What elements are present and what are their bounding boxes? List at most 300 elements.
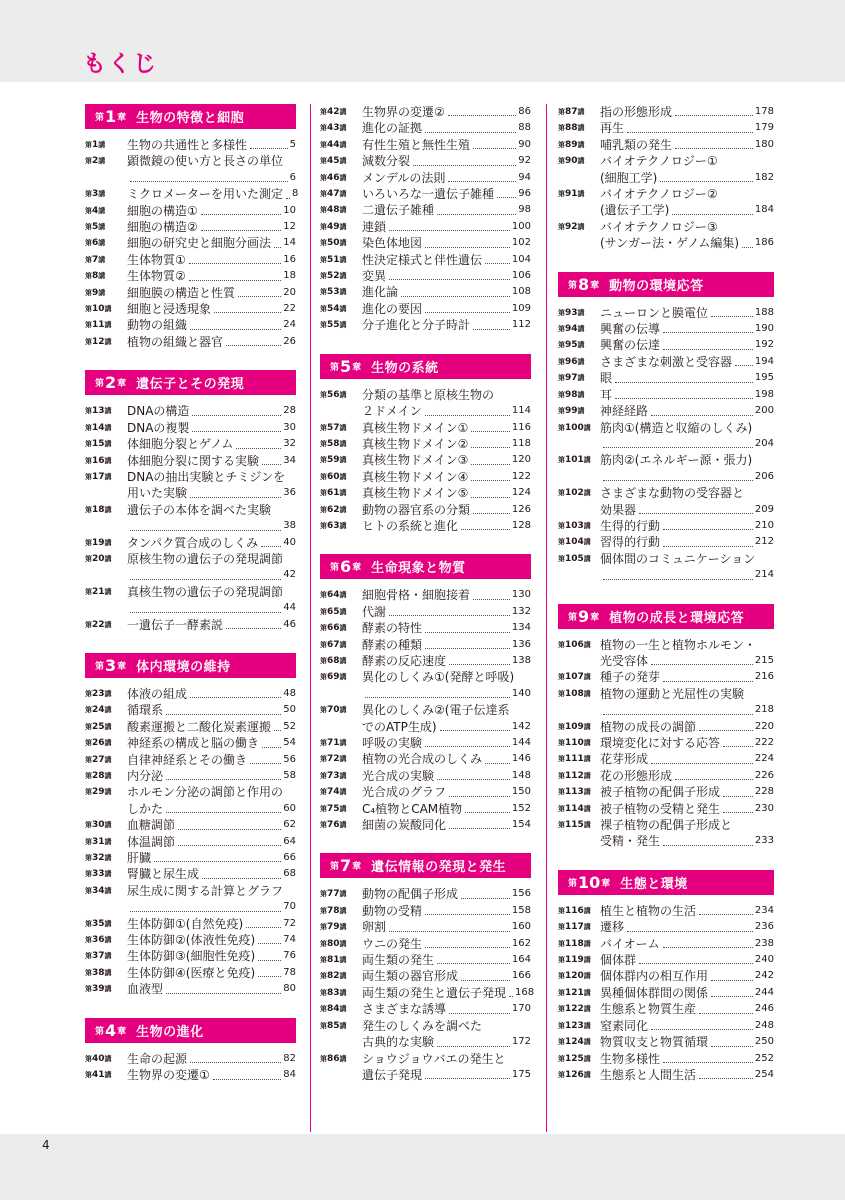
- page-ref: 188: [754, 306, 774, 318]
- toc-entry[interactable]: [558, 719, 774, 735]
- page-ref: 136: [511, 638, 531, 650]
- lecture-prefix: 第: [558, 124, 565, 133]
- lecture-prefix: 第: [85, 554, 92, 563]
- lecture-title: 真核生物の遺伝子の発現調節: [127, 584, 284, 599]
- page-ref: 80: [283, 983, 296, 995]
- toc-entry[interactable]: [85, 1051, 296, 1067]
- toc-entry[interactable]: [320, 170, 531, 186]
- lecture-num: 119: [565, 955, 584, 966]
- toc-entry[interactable]: [320, 587, 531, 603]
- toc-entry[interactable]: [558, 137, 774, 153]
- toc-entry[interactable]: [320, 653, 531, 669]
- toc-entry[interactable]: [320, 268, 531, 284]
- toc-entry[interactable]: [320, 768, 531, 784]
- lecture-prefix: 第: [85, 141, 92, 149]
- page-ref: 108: [511, 286, 531, 298]
- lecture-num: 93: [565, 307, 578, 318]
- page-ref: 226: [754, 769, 774, 781]
- page-ref: 204: [754, 437, 774, 449]
- toc-entry[interactable]: [558, 1018, 774, 1034]
- page-ref: 70: [283, 901, 296, 913]
- toc-entry[interactable]: [320, 202, 531, 218]
- toc-entry[interactable]: [85, 203, 296, 219]
- toc-entry[interactable]: [85, 137, 296, 153]
- lecture-number: [85, 301, 127, 317]
- toc-entry[interactable]: [558, 1001, 774, 1017]
- toc-entry[interactable]: [320, 485, 531, 501]
- lecture-prefix: 第: [85, 821, 92, 830]
- toc-entry[interactable]: [85, 436, 296, 452]
- toc-entry[interactable]: [85, 883, 296, 916]
- toc-entry[interactable]: [320, 186, 531, 202]
- dot-leader: [461, 529, 510, 530]
- toc-entry-line: [320, 284, 531, 300]
- toc-entry[interactable]: [558, 219, 774, 252]
- lecture-prefix: 第: [558, 821, 565, 830]
- lecture-num: 124: [565, 1037, 584, 1048]
- lecture-number: [558, 1051, 600, 1067]
- toc-entry[interactable]: [320, 952, 531, 968]
- toc-entry[interactable]: [320, 801, 531, 817]
- toc-entry[interactable]: [558, 305, 774, 321]
- chapter-label-prefix: 第: [95, 661, 105, 672]
- lecture-prefix: 第: [85, 919, 92, 928]
- lecture-suffix: 講: [583, 1070, 591, 1079]
- toc-entry[interactable]: [320, 317, 531, 333]
- toc-entry[interactable]: [558, 485, 774, 518]
- toc-entry[interactable]: [85, 403, 296, 419]
- page-ref: 90: [518, 138, 531, 150]
- lecture-suffix: 講: [104, 870, 112, 879]
- lecture-suffix: 講: [104, 620, 112, 629]
- page-ref: 216: [754, 671, 774, 683]
- toc-entry-line: [558, 801, 774, 817]
- dot-leader: [711, 996, 753, 997]
- page-ref: 84: [283, 1069, 296, 1081]
- toc-entry[interactable]: [85, 948, 296, 964]
- dot-leader: [189, 280, 282, 281]
- toc-entry[interactable]: [85, 235, 296, 251]
- toc-entry[interactable]: [320, 469, 531, 485]
- dot-leader: [258, 976, 281, 977]
- page-ref: 179: [754, 122, 774, 134]
- lecture-title: 酵素の種類: [362, 637, 423, 652]
- toc-entry[interactable]: [85, 1067, 296, 1083]
- lecture-title: 有性生殖と無性生殖: [362, 137, 471, 152]
- toc-entry[interactable]: [558, 751, 774, 767]
- page-ref: 154: [511, 819, 531, 831]
- lecture-prefix: 第: [85, 337, 92, 346]
- lecture-suffix: 講: [104, 505, 112, 514]
- toc-entry[interactable]: [320, 252, 531, 268]
- toc-entry[interactable]: [85, 719, 296, 735]
- lecture-title: 生物多様性: [600, 1051, 661, 1066]
- toc-entry-continuation: [558, 502, 774, 518]
- toc-entry[interactable]: [558, 1067, 774, 1083]
- lecture-suffix: 講: [339, 190, 347, 199]
- toc-entry[interactable]: [85, 219, 296, 235]
- toc-entry[interactable]: [85, 965, 296, 981]
- lecture-title: 神経系の構成と脳の働き: [127, 736, 260, 751]
- lecture-title: 異種個体群間の関係: [600, 985, 709, 1000]
- toc-entry[interactable]: [320, 919, 531, 935]
- chapter-number-label: [568, 873, 610, 892]
- toc-entry[interactable]: [320, 1051, 531, 1084]
- dot-leader: [461, 980, 510, 981]
- lecture-number: [558, 936, 600, 952]
- lecture-prefix: 第: [558, 640, 565, 649]
- toc-entry[interactable]: [320, 420, 531, 436]
- lecture-num: 43: [327, 123, 340, 134]
- toc-entry[interactable]: [558, 403, 774, 419]
- lecture-number: [558, 518, 600, 534]
- lecture-title: バイオテクノロジー②: [600, 187, 718, 202]
- lecture-suffix: 講: [339, 222, 347, 231]
- toc-entry-line: [558, 952, 774, 968]
- toc-entry[interactable]: [320, 604, 531, 620]
- toc-entry[interactable]: [320, 903, 531, 919]
- toc-entry[interactable]: [320, 735, 531, 751]
- toc-entry[interactable]: [320, 702, 531, 735]
- toc-entry[interactable]: [320, 968, 531, 984]
- lecture-suffix: 講: [98, 157, 106, 166]
- toc-entry[interactable]: [320, 1018, 531, 1051]
- lecture-number: [558, 669, 600, 685]
- lecture-title: 真核生物ドメイン③: [362, 453, 469, 468]
- toc-entry[interactable]: [558, 669, 774, 685]
- toc-entry[interactable]: [85, 866, 296, 882]
- lecture-prefix: 第: [85, 472, 92, 481]
- lecture-prefix: 第: [558, 341, 565, 350]
- toc-entry-line: [558, 321, 774, 337]
- toc-entry[interactable]: [558, 936, 774, 952]
- lecture-title: 耳: [600, 387, 613, 402]
- toc-entry[interactable]: [320, 301, 531, 317]
- toc-entry[interactable]: [85, 702, 296, 718]
- lecture-num: 58: [327, 438, 340, 449]
- toc-entry[interactable]: [558, 903, 774, 919]
- toc-entry[interactable]: [558, 104, 774, 120]
- toc-entry-continuation: [320, 686, 531, 702]
- toc-entry[interactable]: [558, 735, 774, 751]
- lecture-suffix: 講: [339, 489, 347, 498]
- toc-entry-line: [558, 551, 774, 567]
- toc-entry[interactable]: [558, 817, 774, 850]
- toc-entry[interactable]: [558, 801, 774, 817]
- page-ref: 26: [283, 335, 296, 347]
- toc-entry[interactable]: [85, 981, 296, 997]
- page-ref: 192: [754, 339, 774, 351]
- toc-entry-line: [320, 903, 531, 919]
- toc-entry[interactable]: [85, 817, 296, 833]
- toc-entry[interactable]: [85, 752, 296, 768]
- lecture-suffix: 講: [583, 1005, 591, 1014]
- lecture-title-continued: でのATP生成): [362, 719, 437, 734]
- toc-entry[interactable]: [85, 735, 296, 751]
- lecture-num: 117: [565, 922, 584, 933]
- toc-entry-line: [320, 735, 531, 751]
- lecture-prefix: 第: [85, 1054, 92, 1063]
- toc-entry[interactable]: [320, 235, 531, 251]
- lecture-num: 23: [92, 688, 105, 699]
- toc-entry[interactable]: [85, 916, 296, 932]
- toc-entry[interactable]: [558, 370, 774, 386]
- chapter-title: 体内環境の維持: [136, 659, 231, 675]
- toc-entry[interactable]: [320, 104, 531, 120]
- toc-entry[interactable]: [320, 669, 531, 702]
- toc-entry[interactable]: [320, 886, 531, 902]
- lecture-prefix: 第: [320, 108, 327, 116]
- dot-leader: [425, 746, 510, 747]
- lecture-title: さまざまな誘導: [362, 1002, 447, 1017]
- toc-entry[interactable]: [320, 784, 531, 800]
- toc-entry[interactable]: [558, 768, 774, 784]
- lecture-number: [320, 469, 362, 485]
- page-ref: 148: [511, 769, 531, 781]
- lecture-title-continued: ２ドメイン: [362, 404, 422, 419]
- toc-entry[interactable]: [85, 551, 296, 584]
- toc-entry[interactable]: [558, 686, 774, 719]
- toc-entry-continuation: [558, 235, 774, 251]
- page-ref: 28: [283, 405, 296, 417]
- toc-entry[interactable]: [558, 637, 774, 670]
- toc-entry[interactable]: [85, 252, 296, 268]
- lecture-title: 細胞膜の構造と性質: [127, 285, 236, 300]
- lecture-suffix: 講: [583, 554, 591, 563]
- lecture-number: [320, 219, 362, 235]
- chapter-title: 生命現象と物質: [371, 561, 466, 577]
- page-ref: 64: [283, 835, 296, 847]
- toc-entry[interactable]: [320, 219, 531, 235]
- dot-leader: [274, 247, 281, 248]
- toc-entry[interactable]: [558, 952, 774, 968]
- toc-entry-line: [558, 751, 774, 767]
- toc-entry[interactable]: [558, 120, 774, 136]
- toc-entry-line: [320, 1051, 531, 1067]
- toc-entry[interactable]: [558, 518, 774, 534]
- page-ref: 36: [283, 487, 296, 499]
- lecture-title: 循環系: [127, 703, 164, 718]
- lecture-prefix: 第: [85, 755, 92, 764]
- toc-entry[interactable]: [558, 186, 774, 219]
- lecture-prefix: 第: [85, 239, 92, 248]
- toc-entry-line: [558, 534, 774, 550]
- toc-entry[interactable]: [320, 620, 531, 636]
- lecture-number: [85, 186, 127, 202]
- lecture-suffix: 講: [339, 472, 347, 481]
- toc-entry[interactable]: [85, 186, 299, 202]
- lecture-num: 104: [565, 537, 584, 548]
- page-ref: 72: [283, 917, 296, 929]
- toc-entry-line: [320, 502, 531, 518]
- toc-entry[interactable]: [558, 1034, 774, 1050]
- lecture-title: 発生のしくみを調べた: [362, 1018, 483, 1033]
- toc-entry[interactable]: [85, 535, 296, 551]
- chapter-title: 植物の成長と環境応答: [609, 610, 745, 626]
- lecture-prefix: 第: [320, 1021, 327, 1030]
- lecture-prefix: 第: [320, 923, 327, 932]
- lecture-title: 分子進化と分子時計: [362, 318, 471, 333]
- lecture-num: 16: [92, 455, 105, 466]
- lecture-title: バイオテクノロジー③: [600, 219, 718, 234]
- lecture-suffix: 講: [98, 223, 106, 232]
- toc-entry[interactable]: [320, 387, 531, 420]
- lecture-prefix: 第: [558, 739, 565, 747]
- lecture-title: いろいろな一遺伝子雑種: [362, 187, 495, 202]
- dot-leader: [473, 148, 516, 149]
- lecture-number: [85, 285, 127, 301]
- toc-entry[interactable]: [558, 337, 774, 353]
- lecture-prefix: 第: [320, 890, 327, 899]
- page-ref: 236: [754, 921, 774, 933]
- toc-entry[interactable]: [558, 919, 774, 935]
- toc-entry[interactable]: [320, 452, 531, 468]
- toc-entry[interactable]: [85, 617, 296, 633]
- lecture-number: [558, 186, 600, 202]
- toc-entry[interactable]: [558, 551, 774, 584]
- toc-entry[interactable]: [558, 354, 774, 370]
- lecture-number: [85, 768, 127, 784]
- toc-entry-line: [320, 436, 531, 452]
- toc-entry[interactable]: [558, 534, 774, 550]
- toc-entry[interactable]: [320, 153, 531, 169]
- lecture-suffix: 講: [583, 821, 591, 830]
- toc-entry-line: [558, 936, 774, 952]
- toc-entry[interactable]: [320, 436, 531, 452]
- toc-entry[interactable]: [85, 502, 296, 535]
- lecture-suffix: 講: [104, 821, 112, 830]
- dot-leader: [603, 480, 753, 481]
- toc-entry[interactable]: [320, 1001, 531, 1017]
- toc-entry[interactable]: [85, 834, 296, 850]
- dot-leader: [261, 546, 281, 547]
- lecture-suffix: 講: [104, 472, 112, 481]
- toc-entry[interactable]: [558, 784, 774, 800]
- dot-leader: [449, 664, 510, 665]
- toc-entry[interactable]: [558, 452, 774, 485]
- toc-entry[interactable]: [320, 502, 531, 518]
- toc-entry[interactable]: [320, 637, 531, 653]
- toc-entry[interactable]: [85, 584, 296, 617]
- dot-leader: [190, 697, 281, 698]
- toc-entry[interactable]: [558, 153, 774, 186]
- lecture-number: [320, 153, 362, 169]
- toc-entry[interactable]: [85, 268, 296, 284]
- toc-entry[interactable]: [85, 301, 296, 317]
- toc-entry[interactable]: [85, 686, 296, 702]
- toc-entry[interactable]: [558, 387, 774, 403]
- toc-entry[interactable]: [85, 153, 296, 186]
- dot-leader: [437, 963, 510, 964]
- toc-entry[interactable]: [85, 334, 296, 350]
- chapter-number-label: [330, 557, 361, 576]
- toc-entry-line: [558, 387, 774, 403]
- toc-entry[interactable]: [320, 936, 531, 952]
- toc-entry-line: [558, 354, 774, 370]
- lecture-num: 49: [327, 221, 340, 232]
- toc-entry[interactable]: [320, 751, 531, 767]
- dot-leader: [238, 296, 281, 297]
- toc-entry-line: [558, 452, 774, 468]
- toc-entry[interactable]: [558, 1051, 774, 1067]
- lecture-num: 31: [92, 836, 105, 847]
- lecture-prefix: 第: [320, 255, 327, 264]
- toc-entry[interactable]: [558, 321, 774, 337]
- toc-entry[interactable]: [320, 817, 531, 833]
- page-ref: 150: [511, 786, 531, 798]
- toc-entry[interactable]: [85, 768, 296, 784]
- toc-entry-continuation: [85, 600, 296, 616]
- toc-entry[interactable]: [85, 469, 296, 502]
- dot-leader: [471, 480, 510, 481]
- dot-leader: [401, 296, 510, 297]
- dot-leader: [425, 415, 510, 416]
- lecture-suffix: 講: [339, 304, 347, 313]
- lecture-number: [558, 968, 600, 984]
- page-ref: 38: [283, 520, 296, 532]
- lecture-number: [320, 518, 362, 534]
- toc-entry-line: [85, 317, 296, 333]
- lecture-suffix: 講: [104, 936, 112, 945]
- dot-leader: [166, 993, 281, 994]
- toc-entry[interactable]: [320, 518, 531, 534]
- toc-entry[interactable]: [320, 120, 531, 136]
- toc-entry[interactable]: [85, 317, 296, 333]
- lecture-num: 40: [92, 1053, 105, 1064]
- lecture-prefix: 第: [558, 689, 565, 698]
- toc-entry[interactable]: [320, 985, 535, 1001]
- lecture-title: 指の形態形成: [600, 105, 673, 119]
- toc-entry[interactable]: [85, 932, 296, 948]
- toc-entry-line: [85, 235, 296, 251]
- toc-entry-continuation: [558, 170, 774, 186]
- lecture-num: 3: [92, 189, 99, 200]
- toc-entry[interactable]: [85, 453, 296, 469]
- toc-entry[interactable]: [85, 850, 296, 866]
- lecture-prefix: 第: [558, 972, 565, 981]
- lecture-suffix: 講: [104, 952, 112, 961]
- toc-entry[interactable]: [558, 968, 774, 984]
- lecture-num: 89: [565, 139, 578, 150]
- toc-entry-line: [85, 186, 299, 202]
- lecture-number: [320, 968, 362, 984]
- toc-entry-line: [85, 334, 296, 350]
- chapter-label-prefix: 第: [95, 1026, 105, 1037]
- toc-entry[interactable]: [320, 284, 531, 300]
- footer-band: [0, 1134, 845, 1200]
- toc-entry-line: [85, 453, 296, 469]
- toc-entry[interactable]: [85, 420, 296, 436]
- lecture-number: [320, 1001, 362, 1017]
- lecture-prefix: 第: [558, 988, 565, 997]
- toc-entry-line: [320, 637, 531, 653]
- lecture-num: 115: [565, 820, 584, 831]
- lecture-num: 71: [327, 738, 340, 748]
- lecture-number: [320, 137, 362, 153]
- lecture-num: 114: [565, 803, 584, 814]
- toc-entry[interactable]: [558, 985, 774, 1001]
- toc-entry[interactable]: [85, 285, 296, 301]
- lecture-title: 興奮の伝達: [600, 338, 661, 353]
- toc-entry[interactable]: [558, 420, 774, 453]
- toc-entry[interactable]: [320, 137, 531, 153]
- toc-entry[interactable]: [85, 784, 296, 817]
- page-ref: 10: [283, 204, 296, 216]
- dot-leader: [389, 615, 510, 616]
- lecture-suffix: 講: [577, 325, 585, 334]
- lecture-num: 116: [565, 905, 584, 916]
- lecture-title-continued: (遺伝子工学): [600, 203, 670, 218]
